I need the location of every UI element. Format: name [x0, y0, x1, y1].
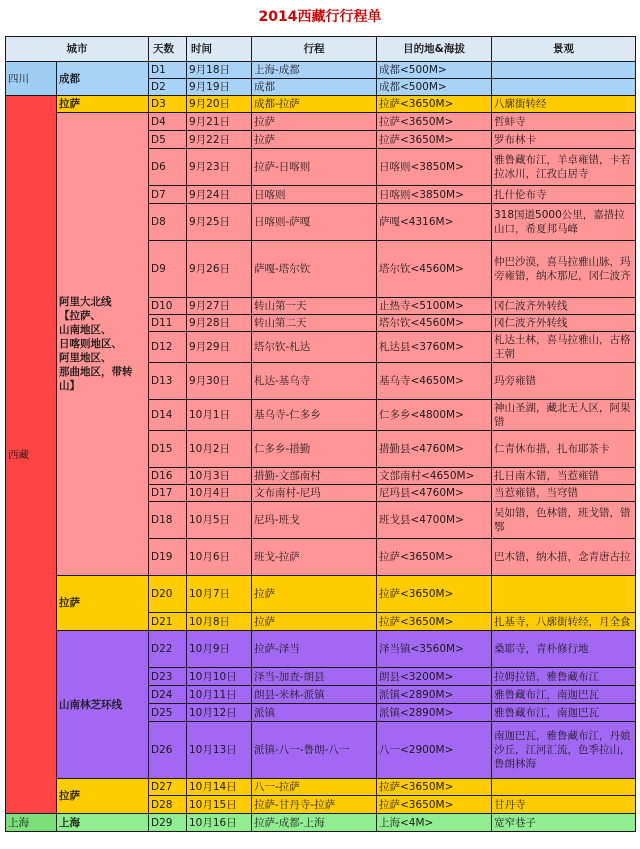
row-dest-cell: 朗县<3200M> [377, 668, 492, 686]
row-date-cell: 10月3日 [187, 468, 252, 485]
row-dest-cell: 措勤县<4760M> [377, 431, 492, 468]
header-city: 城市 [6, 37, 149, 62]
row-day-cell: D21 [149, 613, 187, 631]
row-date-cell: 9月23日 [187, 149, 252, 186]
row-sight-cell: 神山圣湖，藏北无人区，阿果错 [492, 400, 636, 431]
row-dest-cell: 派镇<2890M> [377, 704, 492, 722]
province-cell: 西藏 [6, 96, 57, 814]
row-day-cell: D22 [149, 631, 187, 668]
row-route-cell: 拉萨-泽当 [252, 631, 377, 668]
row-day-cell: D23 [149, 668, 187, 686]
row-route-cell: 拉萨 [252, 576, 377, 613]
row-day-cell: D1 [149, 62, 187, 79]
row-dest-cell: 日喀则<3850M> [377, 149, 492, 186]
page-title: 2014西藏行行程单 [258, 9, 382, 25]
row-sight-cell: 吴如错，色林错，班戈错，错鄂 [492, 502, 636, 539]
row-route-cell: 朗县-米林-派镇 [252, 686, 377, 704]
row-dest-cell: 萨嘎<4316M> [377, 204, 492, 241]
province-cell: 四川 [6, 62, 57, 96]
row-day-cell: D24 [149, 686, 187, 704]
row-dest-cell: 日喀则<3850M> [377, 186, 492, 204]
row-dest-cell: 拉萨<3650M> [377, 539, 492, 576]
row-sight-cell [492, 779, 636, 796]
row-sight-cell: 八廓街转经 [492, 96, 636, 113]
row-dest-cell: 上海<4M> [377, 814, 492, 832]
row-route-cell: 成都-拉萨 [252, 96, 377, 113]
row-date-cell: 9月20日 [187, 96, 252, 113]
group-cell: 阿里大北线 【拉萨、 山南地区、 日喀则地区、 阿里地区、 那曲地区，带转 山】 [57, 113, 149, 576]
row-date-cell: 9月24日 [187, 186, 252, 204]
group-cell: 拉萨 [57, 779, 149, 814]
row-route-cell: 札达-基乌寺 [252, 363, 377, 400]
row-dest-cell: 派镇<2890M> [377, 686, 492, 704]
row-date-cell: 9月30日 [187, 363, 252, 400]
row-day-cell: D25 [149, 704, 187, 722]
row-route-cell: 措勤-文部南村 [252, 468, 377, 485]
row-route-cell: 拉萨-成都-上海 [252, 814, 377, 832]
row-dest-cell: 拉萨<3650M> [377, 613, 492, 631]
row-sight-cell: 冈仁波齐外转线 [492, 315, 636, 332]
header-row [6, 37, 636, 62]
row-route-cell: 尼玛-班戈 [252, 502, 377, 539]
row-sight-cell: 扎日南木错，当惹雍错 [492, 468, 636, 485]
row-date-cell: 9月29日 [187, 332, 252, 363]
row-date-cell: 10月15日 [187, 796, 252, 814]
row-sight-cell: 当惹雍错，当穹错 [492, 485, 636, 502]
row-date-cell: 9月22日 [187, 131, 252, 149]
group-cell: 上海 [57, 814, 149, 832]
row-day-cell: D28 [149, 796, 187, 814]
row-sight-cell: 南迦巴瓦，雅鲁藏布江，丹娘沙丘，江河汇流，色季拉山，鲁朗林海 [492, 722, 636, 779]
row-route-cell: 泽当-加查-朗县 [252, 668, 377, 686]
row-route-cell: 转山第一天 [252, 298, 377, 315]
row-date-cell: 10月2日 [187, 431, 252, 468]
group-cell: 山南林芝环线 [57, 631, 149, 779]
group-cell: 拉萨 [57, 576, 149, 631]
header-route: 行程 [252, 37, 377, 62]
row-day-cell: D16 [149, 468, 187, 485]
table-row [6, 779, 636, 796]
table-row [6, 631, 636, 668]
row-day-cell: D26 [149, 722, 187, 779]
row-route-cell: 拉萨 [252, 613, 377, 631]
row-date-cell: 10月14日 [187, 779, 252, 796]
row-route-cell: 转山第二天 [252, 315, 377, 332]
row-sight-cell: 雅鲁藏布江，南迦巴瓦 [492, 704, 636, 722]
row-dest-cell: 拉萨<3650M> [377, 796, 492, 814]
row-date-cell: 10月11日 [187, 686, 252, 704]
row-route-cell: 拉萨-甘丹寺-拉萨 [252, 796, 377, 814]
row-sight-cell [492, 576, 636, 613]
row-dest-cell: 札达县<3760M> [377, 332, 492, 363]
row-route-cell: 拉萨-日喀则 [252, 149, 377, 186]
row-sight-cell: 宽窄巷子 [492, 814, 636, 832]
row-sight-cell [492, 62, 636, 79]
row-day-cell: D10 [149, 298, 187, 315]
row-date-cell: 9月18日 [187, 62, 252, 79]
row-sight-cell: 拉姆拉错，雅鲁藏布江 [492, 668, 636, 686]
row-sight-cell [492, 79, 636, 96]
row-dest-cell: 拉萨<3650M> [377, 96, 492, 113]
row-date-cell: 10月7日 [187, 576, 252, 613]
row-day-cell: D6 [149, 149, 187, 186]
row-day-cell: D12 [149, 332, 187, 363]
row-day-cell: D4 [149, 113, 187, 131]
row-sight-cell: 巴木错，纳木措，念青唐古拉 [492, 539, 636, 576]
row-route-cell: 基乌寺-仁多乡 [252, 400, 377, 431]
row-dest-cell: 仁多乡<4800M> [377, 400, 492, 431]
row-dest-cell: 班戈县<4700M> [377, 502, 492, 539]
row-day-cell: D18 [149, 502, 187, 539]
row-sight-cell: 扎什伦布寺 [492, 186, 636, 204]
row-dest-cell: 尼玛县<4760M> [377, 485, 492, 502]
row-day-cell: D15 [149, 431, 187, 468]
row-route-cell: 八一-拉萨 [252, 779, 377, 796]
row-sight-cell: 318国道5000公里，嘉措拉山口，希夏邦马峰 [492, 204, 636, 241]
row-day-cell: D27 [149, 779, 187, 796]
row-day-cell: D3 [149, 96, 187, 113]
row-route-cell: 仁多乡-措勤 [252, 431, 377, 468]
row-dest-cell: 八一<2900M> [377, 722, 492, 779]
row-date-cell: 10月13日 [187, 722, 252, 779]
row-date-cell: 10月10日 [187, 668, 252, 686]
row-sight-cell: 雅鲁藏布江，南迦巴瓦 [492, 686, 636, 704]
row-day-cell: D20 [149, 576, 187, 613]
row-day-cell: D5 [149, 131, 187, 149]
row-day-cell: D29 [149, 814, 187, 832]
row-date-cell: 10月6日 [187, 539, 252, 576]
table-row [6, 576, 636, 613]
row-dest-cell: 文部南村<4650M> [377, 468, 492, 485]
row-route-cell: 塔尔钦-札达 [252, 332, 377, 363]
row-date-cell: 9月21日 [187, 113, 252, 131]
row-route-cell: 上海-成都 [252, 62, 377, 79]
row-day-cell: D13 [149, 363, 187, 400]
header-days: 天数 [149, 37, 187, 62]
itinerary-body [6, 62, 636, 832]
row-route-cell: 成都 [252, 79, 377, 96]
row-route-cell: 派镇-八一-鲁朗-八一 [252, 722, 377, 779]
row-sight-cell: 仲巴沙漠，喜马拉雅山脉，玛旁雍错，纳木那尼，冈仁波齐 [492, 241, 636, 298]
table-row [6, 113, 636, 131]
row-sight-cell: 甘丹寺 [492, 796, 636, 814]
row-sight-cell: 仁青休布措，扎布耶茶卡 [492, 431, 636, 468]
row-dest-cell: 止热寺<5100M> [377, 298, 492, 315]
table-row [6, 814, 636, 832]
table-row [6, 96, 636, 113]
row-route-cell: 拉萨 [252, 113, 377, 131]
row-date-cell: 9月27日 [187, 298, 252, 315]
row-date-cell: 9月28日 [187, 315, 252, 332]
row-sight-cell: 罗布林卡 [492, 131, 636, 149]
row-day-cell: D9 [149, 241, 187, 298]
row-route-cell: 日喀则-萨嘎 [252, 204, 377, 241]
row-dest-cell: 成都<500M> [377, 79, 492, 96]
row-sight-cell: 札达土林，喜马拉雅山，古格王朝 [492, 332, 636, 363]
row-dest-cell: 泽当镇<3560M> [377, 631, 492, 668]
row-day-cell: D8 [149, 204, 187, 241]
row-date-cell: 10月5日 [187, 502, 252, 539]
row-route-cell: 文布南村-尼玛 [252, 485, 377, 502]
row-dest-cell: 基乌寺<4650M> [377, 363, 492, 400]
row-date-cell: 9月19日 [187, 79, 252, 96]
group-cell: 拉萨 [57, 96, 149, 113]
row-sight-cell: 哲蚌寺 [492, 113, 636, 131]
header-scenery: 景观 [492, 37, 636, 62]
province-cell: 上海 [6, 814, 57, 832]
row-dest-cell: 拉萨<3650M> [377, 779, 492, 796]
row-dest-cell: 成都<500M> [377, 62, 492, 79]
row-day-cell: D2 [149, 79, 187, 96]
row-date-cell: 10月9日 [187, 631, 252, 668]
row-date-cell: 10月16日 [187, 814, 252, 832]
row-route-cell: 日喀则 [252, 186, 377, 204]
row-dest-cell: 拉萨<3650M> [377, 576, 492, 613]
row-sight-cell: 桑耶寺，青朴修行地 [492, 631, 636, 668]
row-sight-cell: 扎基寺，八廓街转经，月全食 [492, 613, 636, 631]
row-dest-cell: 拉萨<3650M> [377, 113, 492, 131]
row-dest-cell: 塔尔钦<4560M> [377, 315, 492, 332]
row-route-cell: 班戈-拉萨 [252, 539, 377, 576]
row-dest-cell: 拉萨<3650M> [377, 131, 492, 149]
row-dest-cell: 塔尔钦<4560M> [377, 241, 492, 298]
row-route-cell: 派镇 [252, 704, 377, 722]
row-sight-cell: 玛旁雍错 [492, 363, 636, 400]
row-day-cell: D17 [149, 485, 187, 502]
table-row [6, 62, 636, 79]
itinerary-table [5, 36, 636, 832]
header-destination: 目的地&海拔 [377, 37, 492, 62]
row-sight-cell: 冈仁波齐外转线 [492, 298, 636, 315]
group-cell: 成都 [57, 62, 149, 96]
row-date-cell: 9月26日 [187, 241, 252, 298]
row-day-cell: D7 [149, 186, 187, 204]
row-date-cell: 10月12日 [187, 704, 252, 722]
row-route-cell: 拉萨 [252, 131, 377, 149]
row-sight-cell: 雅鲁藏布江，羊卓雍错，卡若拉冰川，江孜白居寺 [492, 149, 636, 186]
row-day-cell: D19 [149, 539, 187, 576]
row-date-cell: 10月1日 [187, 400, 252, 431]
row-route-cell: 萨嘎-塔尔钦 [252, 241, 377, 298]
row-date-cell: 10月8日 [187, 613, 252, 631]
row-day-cell: D11 [149, 315, 187, 332]
header-time: 时间 [187, 37, 252, 62]
row-date-cell: 9月25日 [187, 204, 252, 241]
row-date-cell: 10月4日 [187, 485, 252, 502]
row-day-cell: D14 [149, 400, 187, 431]
